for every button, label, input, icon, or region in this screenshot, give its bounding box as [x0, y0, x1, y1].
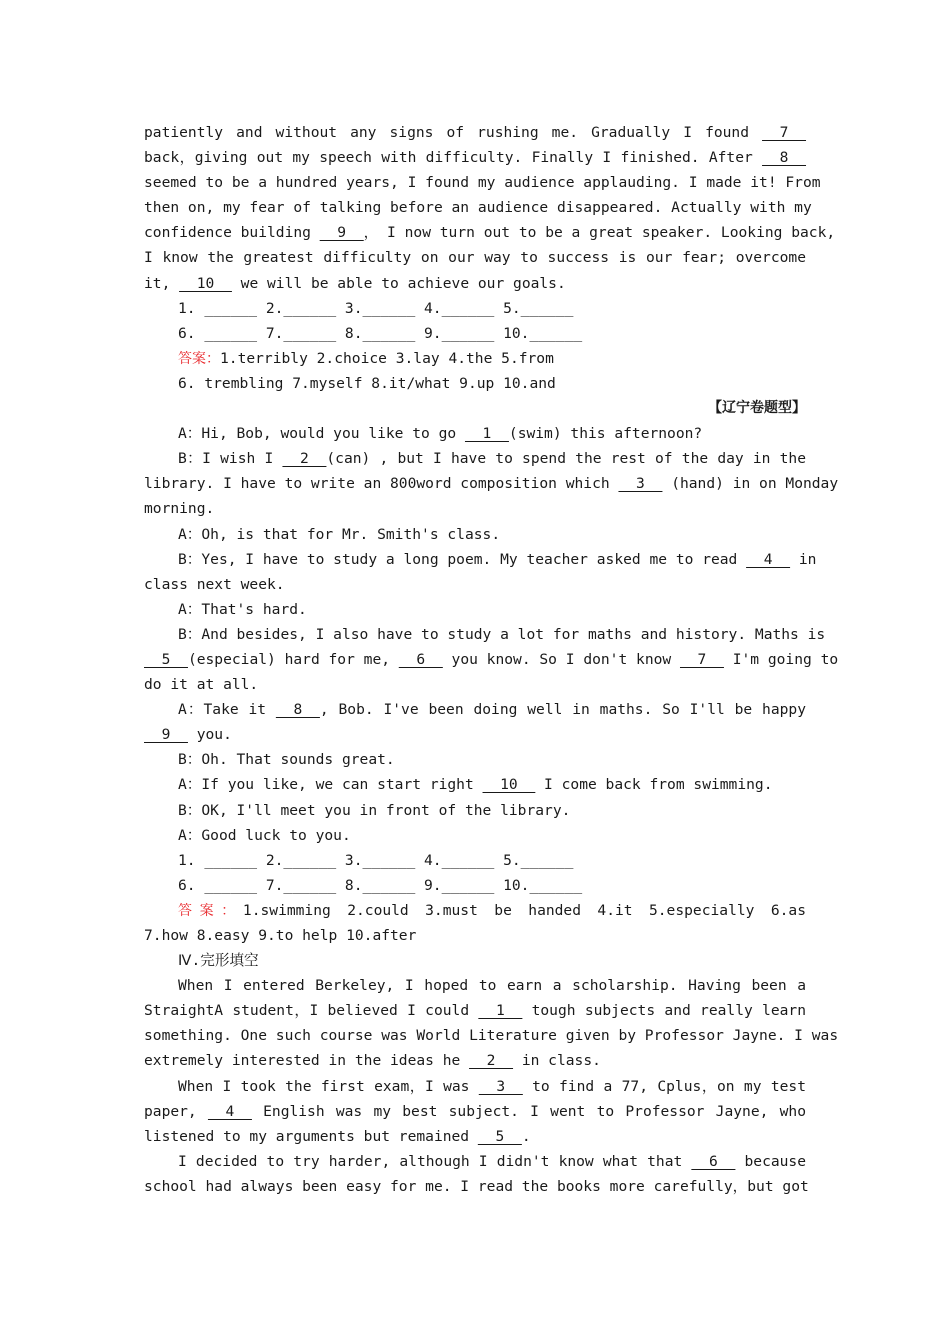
text-line: [144, 622, 826, 647]
text-run: When I took the first exam，I was: [178, 1077, 479, 1095]
text-run: it,: [144, 274, 180, 292]
text-run: do it at all.: [144, 676, 259, 694]
text-run: StraightA student，I believed I could: [144, 1002, 479, 1020]
text-run: A：Take it: [178, 701, 276, 719]
document-page: [144, 120, 839, 1199]
blank-number: __6__: [398, 650, 443, 668]
text-line: [144, 823, 806, 848]
text-run: 【辽宁卷题型】: [708, 400, 806, 417]
text-run: to find a 77, Cplus，on my test: [522, 1077, 806, 1095]
text-line: [144, 145, 806, 170]
text-run: B：I wish I: [178, 450, 283, 468]
text-line: [144, 848, 806, 873]
text-run: 7.how 8.easy 9.to help 10.after: [144, 927, 417, 944]
text-run: B：OK, I'll meet you in front of the library.: [178, 801, 571, 819]
blank-number: __7__: [679, 650, 724, 668]
text-line: [144, 446, 806, 471]
text-run: 6. ______ 7.______ 8.______ 9.______ 10.______: [178, 876, 583, 894]
text-run: 1. ______ 2.______ 3.______ 4.______ 5.______: [178, 851, 574, 869]
text-run: you.: [187, 726, 232, 744]
text-run: we will be able to achieve our goals.: [231, 274, 566, 292]
text-line: [144, 245, 806, 270]
text-run: because: [735, 1152, 806, 1170]
text-line: [144, 1048, 806, 1073]
blank-number: __3__: [618, 475, 663, 493]
text-run: class next week.: [144, 575, 285, 593]
text-run: When I entered Berkeley, I hoped to earn a scholarship. Having been a: [178, 977, 806, 995]
text-line: [144, 1174, 809, 1199]
text-line: [144, 672, 806, 697]
text-line: [144, 522, 806, 547]
text-run: confidence building: [144, 224, 320, 242]
text-line: [144, 747, 806, 772]
text-line: [144, 798, 806, 823]
text-run: , Bob. I've been doing well in maths. So I'll be happy: [319, 701, 806, 719]
text-line: [144, 220, 836, 245]
blank-number: __4__: [207, 1102, 252, 1120]
blank-number: __6__: [691, 1152, 736, 1170]
text-line: [144, 597, 806, 622]
text-run: I'm going to: [723, 650, 839, 668]
text-run: you know. So I don't know: [442, 650, 680, 668]
blank-number: __8__: [762, 149, 806, 167]
text-run: .: [521, 1127, 531, 1145]
text-line: [144, 923, 806, 948]
blank-number: __10__: [482, 776, 536, 794]
text-run: (swim) this afternoon?: [508, 425, 703, 443]
text-line: [144, 1124, 806, 1149]
text-line: [144, 572, 806, 597]
text-run: then on, my fear of talking before an audience disappeared. Actually with my: [144, 199, 812, 217]
blank-number: __10__: [179, 274, 232, 292]
text-run: seemed to be a hundred years, I found my audience applauding. I made it! From: [144, 174, 821, 192]
answer-label: 答案：: [178, 902, 243, 919]
text-run: back，giving out my speech with difficulty. Finally I finished. After: [144, 149, 763, 167]
text-run: A：Hi, Bob, would you like to go: [178, 425, 465, 443]
blank-number: __2__: [469, 1052, 514, 1070]
text-run: A：Good luck to you.: [178, 826, 351, 844]
blank-number: __1__: [464, 425, 509, 443]
blank-number: __9__: [319, 224, 364, 242]
text-run: in: [790, 550, 817, 568]
text-run: in class.: [513, 1052, 601, 1070]
text-line: [144, 296, 806, 321]
text-run: listened to my arguments but remained: [144, 1127, 478, 1145]
text-run: 1. ______ 2.______ 3.______ 4.______ 5.______: [178, 299, 574, 317]
blank-number: __9__: [144, 726, 188, 744]
text-line: [144, 1099, 806, 1124]
text-run: I decided to try harder, although I didn't know what that: [178, 1152, 692, 1170]
blank-number: __1__: [478, 1002, 523, 1020]
text-run: something. One such course was World Literature given by Professor Jayne. I was: [144, 1027, 839, 1045]
text-run: I come back from swimming.: [535, 776, 773, 794]
text-run: patiently and without any signs of rushing me. Gradually I found: [144, 124, 763, 141]
text-run: paper,: [144, 1102, 208, 1120]
text-line: [144, 321, 806, 346]
text-run: (can) , but I have to spend the rest of the day in the: [326, 450, 806, 468]
text-run: library. I have to write an 800word composition which: [144, 475, 619, 493]
text-line: [144, 547, 817, 572]
text-line: [144, 371, 806, 396]
text-run: I know the greatest difficulty on our way to success is our fear; overcome: [144, 249, 806, 267]
text-run: (especial) hard for me,: [187, 650, 399, 668]
text-run: Ⅳ.完形填空: [178, 952, 259, 970]
text-line: [144, 873, 806, 898]
text-line: [144, 421, 806, 446]
text-run: tough subjects and really learn: [522, 1002, 806, 1020]
blank-number: __4__: [746, 550, 791, 568]
text-line: [144, 271, 806, 296]
text-line: [144, 722, 806, 747]
text-line: [144, 195, 812, 220]
text-run: B：Oh. That sounds great.: [178, 751, 395, 769]
text-line: [144, 1149, 806, 1174]
text-line: [144, 496, 806, 521]
answer-label: 答案：: [178, 350, 220, 367]
text-run: A：Oh, is that for Mr. Smith's class.: [178, 525, 501, 543]
text-run: school had always been easy for me. I read the books more carefully，but got: [144, 1177, 809, 1195]
text-run: 1.swimming 2.could 3.must be handed 4.it 5.especially 6.as: [242, 901, 806, 919]
text-line: [144, 346, 806, 371]
text-line: [144, 898, 806, 923]
text-run: ， I now turn out to be a great speaker. Looking back,: [363, 224, 836, 242]
text-run: B：And besides, I also have to study a lot for maths and history. Maths is: [178, 625, 826, 643]
section-heading: [144, 396, 806, 421]
text-line: [144, 1074, 806, 1099]
blank-number: __5__: [144, 650, 188, 668]
blank-number: __2__: [282, 450, 327, 468]
blank-number: __5__: [477, 1127, 522, 1145]
text-run: morning.: [144, 500, 215, 518]
text-run: 6. trembling 7.myself 8.it/what 9.up 10.and: [178, 374, 556, 392]
text-run: 6. ______ 7.______ 8.______ 9.______ 10.______: [178, 324, 583, 342]
text-run: A：That's hard.: [178, 600, 307, 618]
text-run: A：If you like, we can start right: [178, 776, 483, 794]
text-line: [144, 998, 806, 1023]
text-line: [144, 1023, 839, 1048]
text-line: [144, 471, 839, 496]
blank-number: __3__: [478, 1077, 523, 1095]
text-line: [144, 647, 839, 672]
text-run: 1.terribly 2.choice 3.lay 4.the 5.from: [220, 349, 554, 367]
text-line: [144, 772, 806, 797]
text-line: [144, 948, 806, 973]
blank-number: __7__: [762, 124, 806, 141]
blank-number: __8__: [275, 701, 320, 719]
text-line: [144, 973, 806, 998]
text-line: [144, 170, 821, 195]
text-run: (hand) in on Monday: [662, 475, 839, 493]
text-run: English was my best subject. I went to Professor Jayne, who: [251, 1102, 806, 1120]
text-run: extremely interested in the ideas he: [144, 1052, 470, 1070]
text-line: [144, 120, 806, 145]
text-run: B：Yes, I have to study a long poem. My teacher asked me to read: [178, 550, 747, 568]
text-line: [144, 697, 806, 722]
